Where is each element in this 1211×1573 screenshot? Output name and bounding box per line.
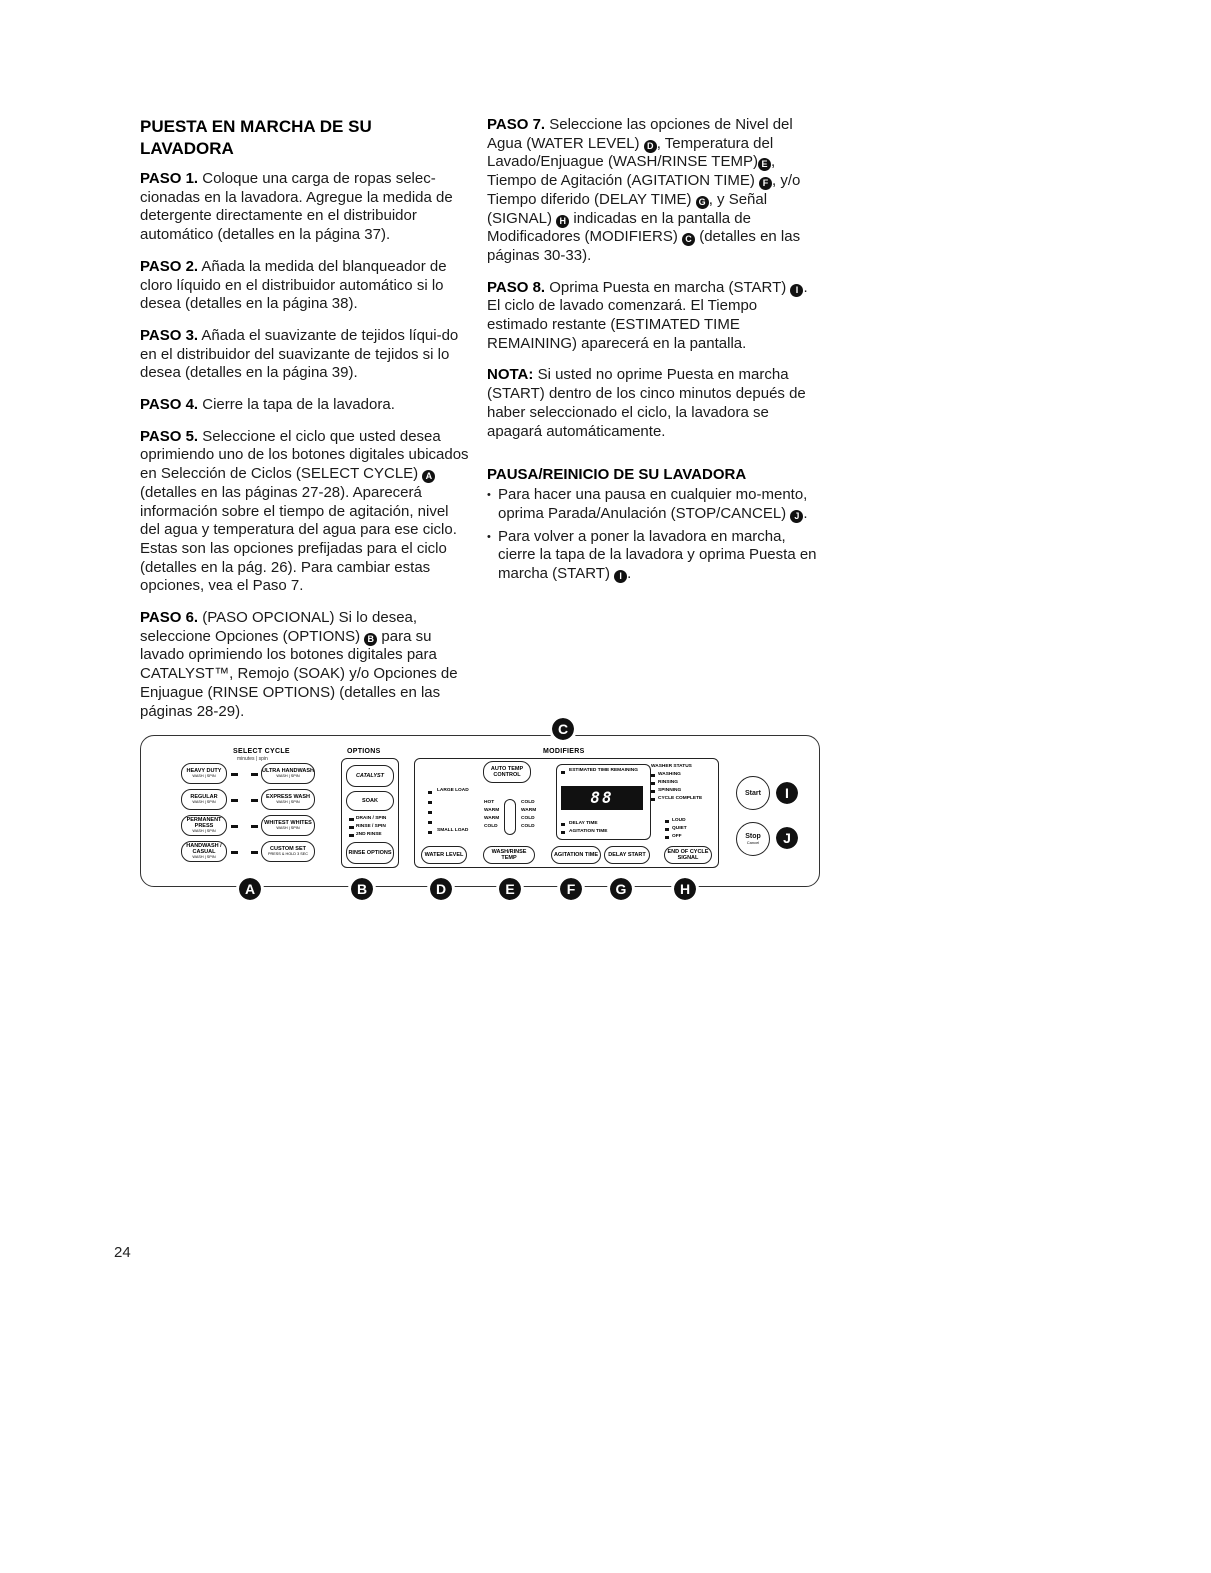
button-sublabel: WASH | SPIN xyxy=(276,774,300,779)
button-label: WASH/RINSE TEMP xyxy=(491,849,527,861)
button-label: AUTO TEMP CONTROL xyxy=(490,766,524,778)
right-column xyxy=(487,116,817,588)
indicator-light xyxy=(651,798,655,801)
washer-status-title: WASHER STATUS xyxy=(651,764,692,769)
pause-list xyxy=(487,486,817,584)
step-1 xyxy=(140,170,470,245)
step-text: Añada el suavizante de tejidos líqui-do en el distribuidor del suavizante de tejidos si lo desea (detalles en la página 39). xyxy=(140,326,459,382)
step-label: PASO 4. xyxy=(140,396,199,414)
button-label: END OF CYCLE SIGNAL xyxy=(667,849,709,861)
modifiers-title: MODIFIERS xyxy=(543,748,585,755)
temp-wash-label: WARM xyxy=(484,816,500,821)
agitation-time-label: AGITATION TIME xyxy=(569,829,608,834)
status-label: SPINNING xyxy=(658,788,682,793)
callout-g: G xyxy=(607,875,635,903)
callout-badge: B xyxy=(364,633,377,646)
start-button[interactable] xyxy=(736,776,770,810)
button-sublabel: WASH | SPIN xyxy=(192,800,216,805)
step-6 xyxy=(140,609,470,721)
signal-label: OFF xyxy=(672,834,682,839)
button-sublabel: WASH | SPIN xyxy=(192,855,216,860)
temp-wash-label: COLD xyxy=(484,824,498,829)
end-of-cycle-signal-button[interactable] xyxy=(664,846,712,864)
agitation-time-button[interactable] xyxy=(551,846,601,864)
button-sublabel: WASH | SPIN xyxy=(276,826,300,831)
wash-rinse-temp-button[interactable] xyxy=(483,846,535,864)
button-sublabel: WASH | SPIN xyxy=(192,829,216,834)
water-level-label: LARGE LOAD xyxy=(437,788,469,793)
step-text: indicadas en la pantalla de Modificadores (MODIFIERS) xyxy=(487,209,751,246)
button-sublabel: WASH | SPIN xyxy=(276,800,300,805)
button-label: HEAVY DUTY xyxy=(186,768,222,775)
indicator-light xyxy=(665,820,669,823)
cycle-button-express-wash[interactable] xyxy=(261,789,315,810)
indicator-light xyxy=(561,823,565,826)
step-3 xyxy=(140,327,470,383)
callout-f: F xyxy=(557,875,585,903)
button-label: CATALYST xyxy=(355,773,385,779)
indicator-light xyxy=(651,790,655,793)
estimated-time-label: ESTIMATED TIME REMAINING xyxy=(569,768,638,773)
indicator-light xyxy=(251,825,258,828)
control-panel-illustration xyxy=(140,735,820,887)
step-label: PASO 6. xyxy=(140,609,199,627)
button-label: DELAY START xyxy=(608,852,646,858)
step-text: Seleccione el ciclo que usted desea oprimiendo uno de los botones digitales ubicados en Selección de Ciclos (SELECT CYCLE) xyxy=(140,427,469,483)
step-text: Coloque una carga de ropas selec-cionadas en la lavadora. Agregue la medida de detergente directamente en el distribuidor automático (detalles en la página 37). xyxy=(140,170,453,244)
step-text: Añada la medida del blanqueador de cloro líquido en el distribuidor automático si lo desea (detalles en la página 38). xyxy=(140,257,447,313)
indicator-light xyxy=(231,773,238,776)
left-column xyxy=(140,116,470,734)
step-text: Cierre la tapa de la lavadora. xyxy=(202,396,395,414)
indicator-light xyxy=(665,836,669,839)
callout-badge: A xyxy=(422,470,435,483)
cycle-button-permanent-press[interactable] xyxy=(181,815,227,836)
button-label: AGITATION TIME xyxy=(553,852,599,858)
indicator-light xyxy=(665,828,669,831)
time-remaining-display: 88 xyxy=(561,786,643,810)
step-2 xyxy=(140,258,470,314)
button-label: Stop xyxy=(745,833,761,840)
signal-label: LOUD xyxy=(672,818,686,823)
temp-rinse-label: COLD xyxy=(521,816,535,821)
button-label: REGULAR xyxy=(190,794,218,801)
step-text: , y Señal (SIGNAL) xyxy=(487,190,768,227)
step-label: PASO 5. xyxy=(140,427,199,445)
indicator-light xyxy=(231,825,238,828)
indicator-light xyxy=(231,851,238,854)
step-label: PASO 8. xyxy=(487,278,546,296)
callout-badge: D xyxy=(644,140,657,153)
step-5 xyxy=(140,428,470,596)
button-label: Start xyxy=(745,789,761,797)
status-label: WASHING xyxy=(658,772,681,777)
callout-badge: H xyxy=(556,215,569,228)
bullet-text: Para hacer una pausa en cualquier mo-mento, oprima Parada/Anulación (STOP/CANCEL) xyxy=(498,486,808,522)
button-label: SOAK xyxy=(362,798,378,804)
stop-cancel-button[interactable] xyxy=(736,822,770,856)
indicator-light xyxy=(251,851,258,854)
indicator-light xyxy=(428,811,432,814)
callout-badge: I xyxy=(790,284,803,297)
indicator-light xyxy=(651,774,655,777)
delay-start-button[interactable] xyxy=(604,846,650,864)
step-text: Seleccione las opciones de Nivel del Agua (WATER LEVEL) xyxy=(487,116,793,152)
note-label: NOTA: xyxy=(487,366,534,384)
list-item: • Para volver a poner la lavadora en marcha, cierre la tapa de la lavadora y oprima Puesta en marcha (START) I . xyxy=(487,528,817,584)
button-sublabel: PRESS & HOLD 3 SEC xyxy=(267,852,309,857)
temp-rinse-label: COLD xyxy=(521,824,535,829)
button-sublabel: Cancel xyxy=(746,840,760,845)
catalyst-button[interactable] xyxy=(346,765,394,787)
callout-badge: I xyxy=(614,570,627,583)
step-text: . El ciclo de lavado comenzará. El Tiempo estimado restante (ESTIMATED TIME REMAINING) aparecerá en la pantalla. xyxy=(487,278,808,352)
status-label: CYCLE COMPLETE xyxy=(658,796,703,801)
step-text: Oprima Puesta en marcha (START) xyxy=(549,278,787,296)
callout-j: J xyxy=(773,824,801,852)
cycle-button-handwash-casual[interactable] xyxy=(181,841,227,862)
rinse-option-label: RINSE / SPIN xyxy=(356,824,386,829)
section-heading-start: PUESTA EN MARCHA DE SU LAVADORA xyxy=(140,117,372,158)
water-level-button[interactable] xyxy=(421,846,467,864)
options-title: OPTIONS xyxy=(347,748,381,755)
section-heading-pause: PAUSA/REINICIO DE SU LAVADORA xyxy=(487,466,747,484)
step-7 xyxy=(487,116,817,266)
cycle-button-whitest-whites[interactable] xyxy=(261,815,315,836)
indicator-light xyxy=(651,782,655,785)
temp-wash-label: HOT xyxy=(484,800,495,805)
button-label: EXPRESS WASH xyxy=(265,794,310,801)
step-text: (PASO OPCIONAL) Si lo desea, seleccione Opciones (OPTIONS) xyxy=(140,609,418,645)
step-text: , Tiempo de Agitación (AGITATION TIME) xyxy=(487,153,776,190)
status-label: RINSING xyxy=(658,780,678,785)
temp-wash-label: WARM xyxy=(484,808,500,813)
indicator-light xyxy=(251,799,258,802)
callout-b: B xyxy=(348,875,376,903)
select-cycle-title: SELECT CYCLE xyxy=(233,748,290,755)
temp-indicator-strip xyxy=(504,799,516,835)
callout-e: E xyxy=(496,875,524,903)
button-label: WHITEST WHITES xyxy=(264,820,312,827)
button-label: WATER LEVEL xyxy=(424,852,464,858)
step-text: (detalles en las páginas 30-33). xyxy=(487,228,801,264)
rinse-option-label: DRAIN / SPIN xyxy=(356,816,387,821)
step-text: , Temperatura del Lavado/Enjuague (WASH/RINSE TEMP) xyxy=(487,134,774,171)
select-cycle-subtitle: minutes | spin xyxy=(237,756,268,762)
callout-c: C xyxy=(549,715,577,743)
cycle-button-ultra-handwash[interactable] xyxy=(261,763,315,784)
auto-temp-control-button[interactable] xyxy=(483,761,531,783)
callout-h: H xyxy=(671,875,699,903)
indicator-light xyxy=(428,791,432,794)
button-sublabel: WASH | SPIN xyxy=(192,774,216,779)
indicator-light xyxy=(349,834,354,837)
callout-badge: J xyxy=(790,510,803,523)
cycle-button-heavy-duty[interactable] xyxy=(181,763,227,784)
callout-badge: F xyxy=(759,177,772,190)
cycle-button-regular[interactable] xyxy=(181,789,227,810)
step-label: PASO 3. xyxy=(140,326,199,344)
indicator-light xyxy=(428,821,432,824)
delay-time-label: DELAY TIME xyxy=(569,821,598,826)
rinse-options-button[interactable] xyxy=(346,842,394,864)
indicator-light xyxy=(349,826,354,829)
callout-badge: C xyxy=(682,233,695,246)
bullet-text: Para volver a poner la lavadora en marcha, cierre la tapa de la lavadora y oprima Puesta en marcha (START) xyxy=(498,527,817,583)
callout-d: D xyxy=(427,875,455,903)
indicator-light xyxy=(561,771,565,774)
indicator-light xyxy=(561,831,565,834)
temp-rinse-label: COLD xyxy=(521,800,535,805)
note-text: Si usted no oprime Puesta en marcha (START) dentro de los cinco minutos depués de haber seleccionado el ciclo, la lavadora se apagará automáticamente. xyxy=(487,366,806,440)
indicator-light xyxy=(251,773,258,776)
step-label: PASO 1. xyxy=(140,170,199,187)
indicator-light xyxy=(231,799,238,802)
step-label: PASO 2. xyxy=(140,257,199,275)
step-text: , y/o Tiempo diferido (DELAY TIME) xyxy=(487,172,801,208)
soak-button[interactable] xyxy=(346,791,394,811)
list-item: • Para hacer una pausa en cualquier mo-mento, oprima Parada/Anulación (STOP/CANCEL) J . xyxy=(487,486,817,523)
step-label: PASO 7. xyxy=(487,116,546,133)
indicator-light xyxy=(349,818,354,821)
button-label: HANDWASH / CASUAL xyxy=(186,843,222,856)
step-text: para su lavado oprimiendo los botones digitales para CATALYST™, Remojo (SOAK) y/o Opciones de Enjuague (RINSE OPTIONS) (detalles en las páginas 28-29). xyxy=(140,627,458,720)
water-level-label: SMALL LOAD xyxy=(437,828,469,833)
button-label: PERMANENT PRESS xyxy=(186,817,222,830)
signal-label: QUIET xyxy=(672,826,687,831)
callout-badge: E xyxy=(758,158,771,171)
callout-a: A xyxy=(236,875,264,903)
callout-i: I xyxy=(773,779,801,807)
note xyxy=(487,366,817,441)
button-label: RINSE OPTIONS xyxy=(348,850,392,856)
indicator-light xyxy=(428,831,432,834)
button-label: ULTRA HANDWASH xyxy=(262,768,314,775)
callout-badge: G xyxy=(696,196,709,209)
step-4 xyxy=(140,396,470,415)
button-label: CUSTOM SET xyxy=(270,846,306,853)
page-number: 24 xyxy=(114,1244,131,1261)
indicator-light xyxy=(428,801,432,804)
rinse-option-label: 2ND RINSE xyxy=(356,832,382,837)
step-8 xyxy=(487,279,817,354)
step-text: (detalles en las páginas 27-28). Aparecerá información sobre el tiempo de agitación, nivel del agua y temperatura del agua para ese ciclo. Estas son las opciones prefijadas para el ciclo (detalles en la pág. 26). Para cambiar estas opciones, vea el Paso 7. xyxy=(140,483,457,595)
temp-rinse-label: WARM xyxy=(521,808,537,813)
cycle-button-custom-set[interactable] xyxy=(261,841,315,862)
